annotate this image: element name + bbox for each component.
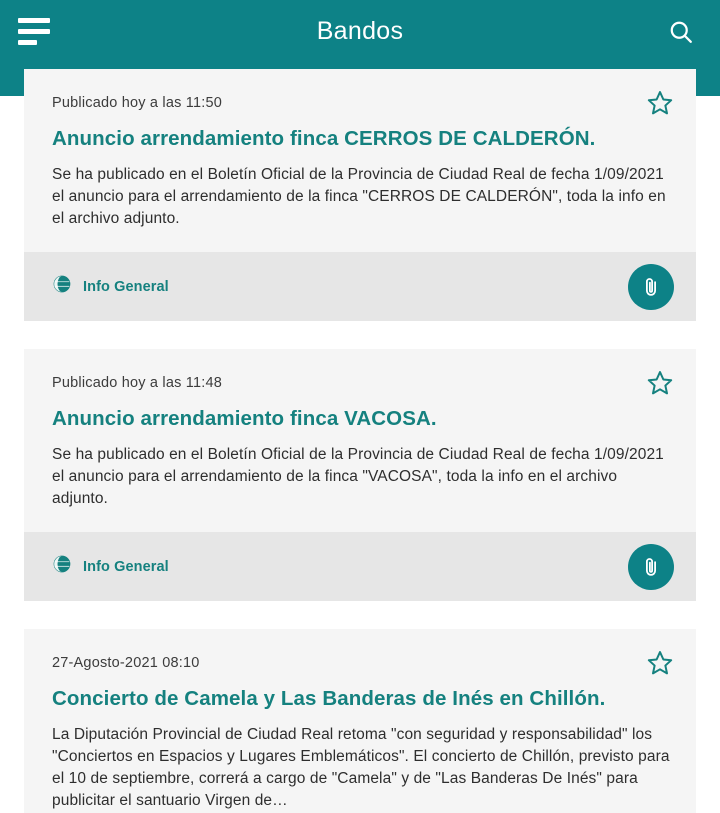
globe-icon — [52, 274, 72, 299]
card-description: La Diputación Provincial de Ciudad Real retoma "con seguridad y responsabilidad" los "Conciertos en Espacios y Lugares Emblemáticos". El concierto de Chillón, previsto para el 10 de septiembre, correrá a cargo de "Camela" y de "Las Banderas De Inés" para publicitar el santuario Virgen de… — [52, 726, 670, 809]
category-label: Info General — [83, 278, 169, 295]
page-title: Bandos — [316, 17, 404, 45]
list-item[interactable] — [24, 69, 696, 321]
star-outline-icon[interactable] — [646, 369, 674, 397]
card-footer — [24, 532, 696, 601]
category-tag[interactable] — [52, 274, 169, 299]
card-body — [24, 629, 696, 813]
card-body — [24, 69, 696, 252]
list-item[interactable] — [24, 349, 696, 601]
card-title[interactable]: Anuncio arrendamiento finca VACOSA. — [52, 407, 437, 430]
card-footer — [24, 252, 696, 321]
list-item[interactable] — [24, 629, 696, 813]
card-description: Se ha publicado en el Boletín Oficial de la Provincia de Ciudad Real de fecha 1/09/2021 el anuncio para el arrendamiento de la finca "CERROS DE CALDERÓN", toda la info en el archivo adjunto. — [52, 166, 666, 227]
category-tag[interactable] — [52, 554, 169, 579]
card-description: Se ha publicado en el Boletín Oficial de la Provincia de Ciudad Real de fecha 1/09/2021 el anuncio para el arrendamiento de la finca "VACOSA", toda la info en el archivo adjunto. — [52, 446, 664, 507]
publish-date: Publicado hoy a las 11:50 — [52, 95, 222, 111]
card-title[interactable]: Anuncio arrendamiento finca CERROS DE CALDERÓN. — [52, 127, 596, 150]
globe-icon — [52, 554, 72, 579]
card-title[interactable]: Concierto de Camela y Las Banderas de Inés en Chillón. — [52, 687, 606, 710]
paperclip-icon[interactable] — [628, 264, 674, 310]
card-body — [24, 349, 696, 532]
paperclip-icon[interactable] — [628, 544, 674, 590]
publish-date: 27-Agosto-2021 08:10 — [52, 655, 200, 671]
star-outline-icon[interactable] — [646, 89, 674, 117]
category-label: Info General — [83, 558, 169, 575]
publish-date: Publicado hoy a las 11:48 — [52, 375, 222, 391]
star-outline-icon[interactable] — [646, 649, 674, 677]
